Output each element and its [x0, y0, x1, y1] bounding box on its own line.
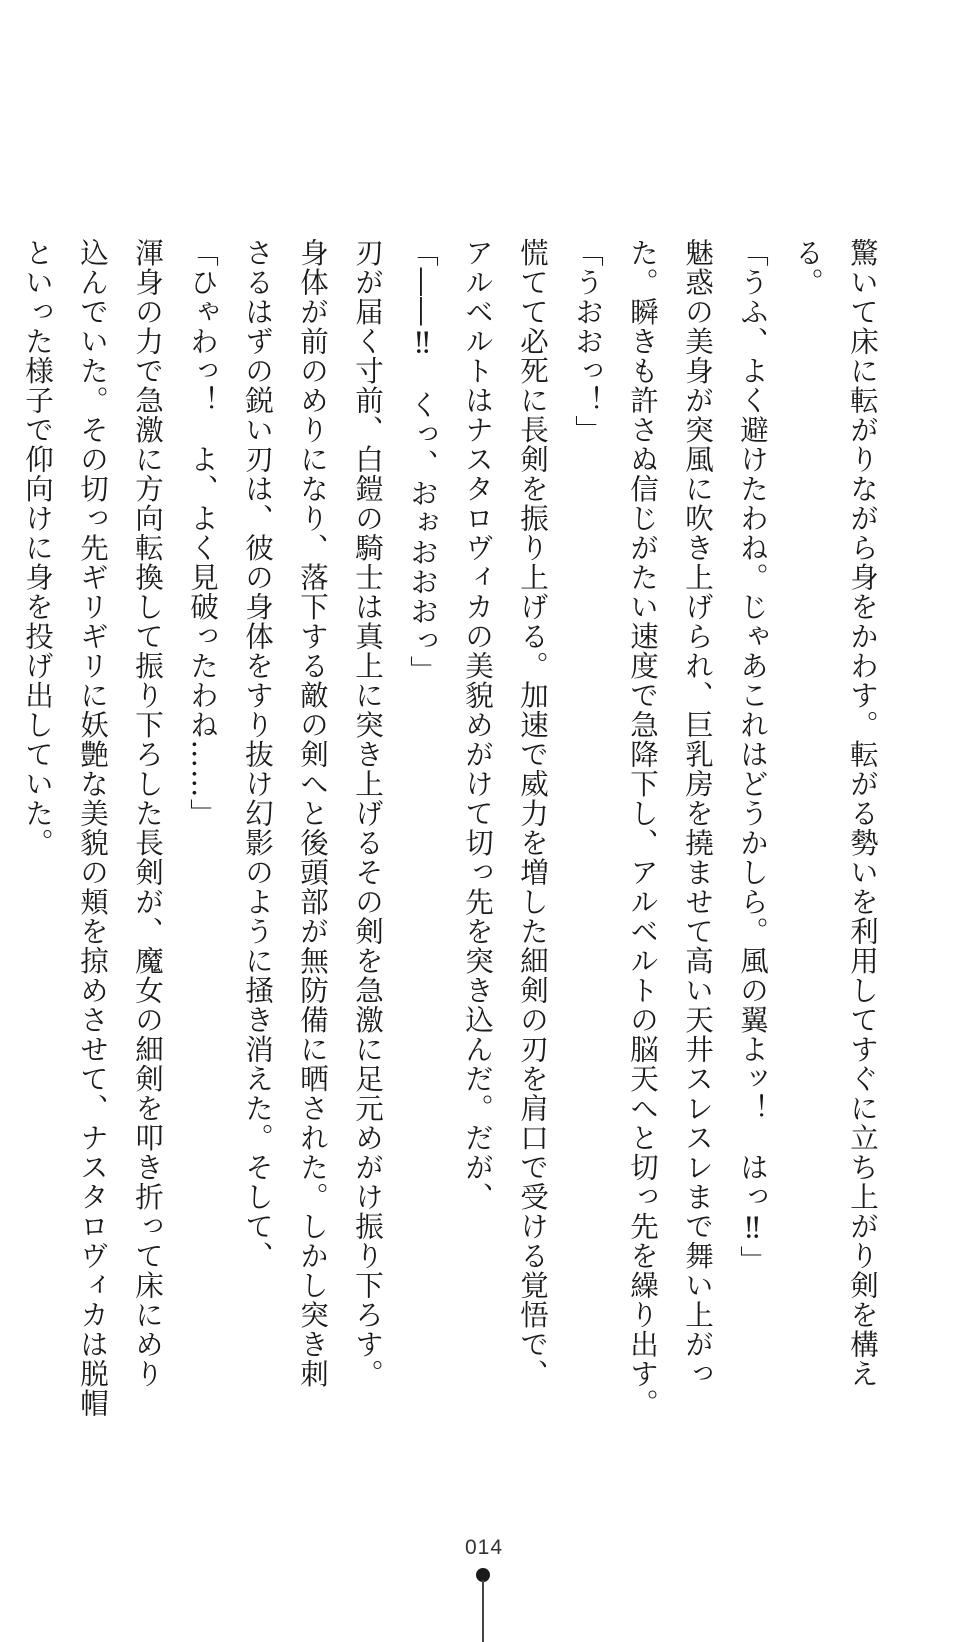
text-line: さるはずの鋭い刃は、彼の身体をすり抜け幻影のように掻き消えた。そして、: [241, 238, 274, 1271]
text-line: 「ひゃわっ！ よ、よく見破ったわね……」: [186, 238, 219, 828]
text-line: た。瞬きも許さぬ信じがたい速度で急降下し、アルベルトの脳天へと切っ先を繰り出す。: [626, 238, 659, 1418]
text-line: 「うふ、よく避けたわね。じゃあこれはどうかしら。風の翼よッ！ はっ‼」: [736, 238, 769, 1275]
text-line: [0, 238, 10, 1358]
text-line: 魅惑の美身が突風に吹き上げられ、巨乳房を撓ませて高い天井スレスレまで舞い上がっ: [681, 238, 714, 1389]
text-line: 込んでいた。その切っ先ギリギリに妖艶な美貌の頬を掠めさせて、ナスタロヴィカは脱帽: [76, 238, 109, 1418]
page-number: 014: [464, 1536, 504, 1559]
text-line: る。: [791, 238, 824, 297]
text-line: 「うおおっ！」: [571, 238, 604, 445]
text-line: といった様子で仰向けに身を投げ出していた。: [21, 238, 54, 858]
text-line: 渾身の力で急激に方向転換して振り下ろした長剣が、魔女の細剣を叩き折って床にめり: [131, 238, 164, 1389]
page-marker-line: [482, 1580, 484, 1642]
text-line: 驚いて床に転がりながら身をかわす。転がる勢いを利用してすぐに立ち上がり剣を構え: [846, 238, 879, 1389]
text-line: 慌てて必死に長剣を振り上げる。加速で威力を増した細剣の刃を肩口で受ける覚悟で、: [516, 238, 549, 1389]
text-line: アルベルトはナスタロヴィカの美貌めがけて切っ先を突き込んだ。だが、: [461, 238, 494, 1212]
vertical-text-block: [0, 238, 890, 1418]
text-line: 「――‼ くっ、おぉおおおっ」: [406, 238, 439, 685]
text-line: 身体が前のめりになり、落下する敵の剣へと後頭部が無防備に晒された。しかし突き刺: [296, 238, 329, 1389]
text-line: 刃が届く寸前、白鎧の騎士は真上に突き上げるその剣を急激に足元めがけ振り下ろす。: [351, 238, 384, 1389]
